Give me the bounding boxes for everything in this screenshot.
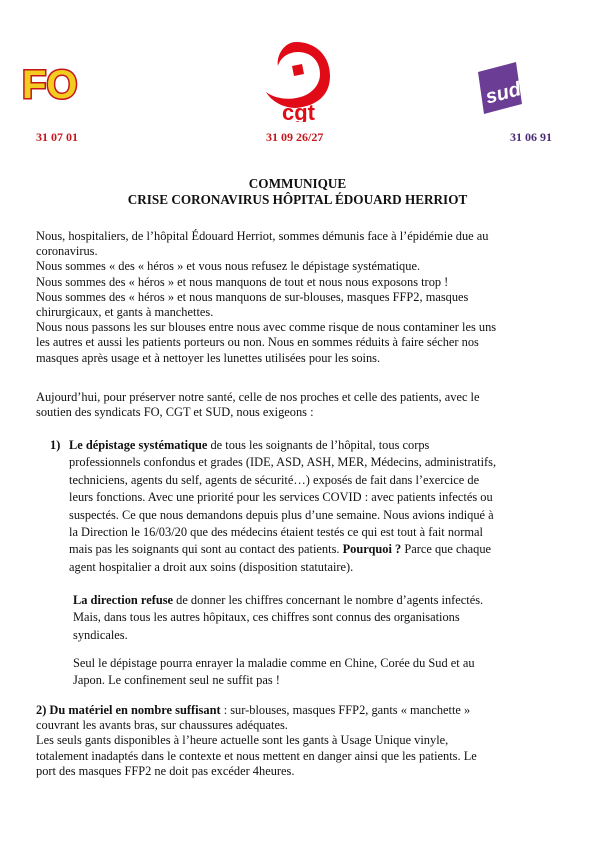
item-1-line: suspectés. Ce que nous demandons depuis plus d’une semaine. Nous avions indiqué à: [69, 507, 494, 522]
item-2-line: port des masques FFP2 ne doit pas excéder 4heures.: [36, 763, 295, 778]
item-1-line: de tous les soignants de l’hôpital, tous corps: [207, 438, 430, 452]
item-1-why: Pourquoi ?: [342, 542, 402, 557]
intro-line: Nous nous passons les sur blouses entre nous avec comme risque de nous contaminer les uns: [36, 320, 497, 335]
direction-block: [73, 592, 543, 644]
item-1-line: mais pas les soignants qui sont au contact des patients.: [69, 542, 343, 557]
intro-line: Nous sommes des « héros » et nous manquons de sur-blouses, masques FFP2, masques: [36, 289, 469, 304]
intro-line: les autres et aussi les patients porteurs ou non. Nous en sommes réduits à faire sécher nos: [36, 335, 479, 350]
fo-phone: 31 07 01: [36, 130, 78, 144]
item-2-line: totalement inadaptés dans le contexte et nous mettent en danger ainsi que les patients. Le: [36, 748, 477, 763]
title-line-1: COMMUNIQUE: [248, 176, 347, 191]
intro-line: Nous sommes « des « héros » et vous nous refusez le dépistage systématique.: [36, 259, 421, 274]
item-1-line: professionnels confondus et grades (IDE, ASD, ASH, MER, Médecins, administratifs,: [69, 455, 497, 470]
direction-line: Mais, dans tous les autres hôpitaux, ces chiffres sont connus des organisations: [73, 610, 460, 625]
demands-intro-line: Aujourd’hui, pour préserver notre santé, celle de nos proches et celle des patients, avec le: [36, 390, 480, 404]
item-2-heading: 2) Du matériel en nombre suffisant: [36, 703, 221, 717]
direction-heading: La direction refuse: [73, 593, 174, 607]
item-1-heading: Le dépistage systématique: [69, 438, 208, 452]
item-2-line: Les seuls gants disponibles à l’heure actuelle sont les gants à Usage Unique vinyle,: [36, 733, 449, 748]
screening-line: Seul le dépistage pourra enrayer la maladie comme en Chine, Corée du Sud et au: [73, 656, 475, 670]
document-title: [0, 176, 595, 208]
item-1-line: Parce que chaque: [401, 542, 492, 557]
demand-item-2: [36, 703, 560, 779]
demands-intro: [36, 390, 560, 420]
cgt-phone: 31 09 26/27: [266, 130, 324, 144]
item-1-line: techniciens, agents du self, agents de sécurité…) exposés de fait dans l’exercice de: [69, 472, 480, 487]
sud-logo-text: sud: [483, 78, 524, 109]
screening-block: [73, 655, 543, 690]
intro-line: coronavirus.: [36, 244, 98, 259]
demands-intro-line: soutien des syndicats FO, CGT et SUD, nous exigeons :: [36, 405, 314, 420]
item-1-line: la Direction le 16/03/20 que des médecins étaient testés ce qui est tout à fait normal: [69, 525, 483, 540]
intro-line: chirurgicaux, et gants à manchettes.: [36, 305, 214, 320]
intro-line: masques après usage et à nettoyer les lunettes utilisées pour les soins.: [36, 350, 381, 365]
sud-phone: 31 06 91: [510, 130, 552, 144]
screening-line: Japon. Le confinement seul ne suffit pas !: [73, 673, 280, 688]
item-2-line: couvrant les avants bras, sur chaussures adéquates.: [36, 718, 288, 733]
item-1-line: agent hospitalier a droit aux soins (disposition statutaire).: [69, 559, 354, 574]
fo-logo: [20, 60, 102, 104]
direction-line: syndicales.: [73, 627, 128, 642]
item-1-number: 1): [50, 438, 61, 452]
title-line-2: CRISE CORONAVIRUS HÔPITAL ÉDOUARD HERRIOT: [127, 192, 468, 207]
cgt-logo: [258, 38, 334, 122]
direction-line: de donner les chiffres concernant le nombre d’agents infectés.: [173, 593, 484, 607]
sud-logo: [470, 58, 530, 120]
cgt-logo-text: cgt: [282, 100, 315, 122]
intro-line: Nous, hospitaliers, de l’hôpital Édouard Herriot, sommes démunis face à l’épidémie due au: [36, 229, 489, 243]
intro-line: Nous sommes des « héros » et nous manquons de tout et nous nous exposons trop !: [36, 274, 449, 289]
item-1-line: leurs fonctions. Avec une priorité pour les services COVID : avec patients infectés ou: [69, 490, 493, 505]
fo-logo-text: FO: [22, 63, 78, 104]
intro-paragraph: [36, 229, 560, 366]
item-2-line: : sur-blouses, masques FFP2, gants « manchette »: [220, 703, 471, 717]
